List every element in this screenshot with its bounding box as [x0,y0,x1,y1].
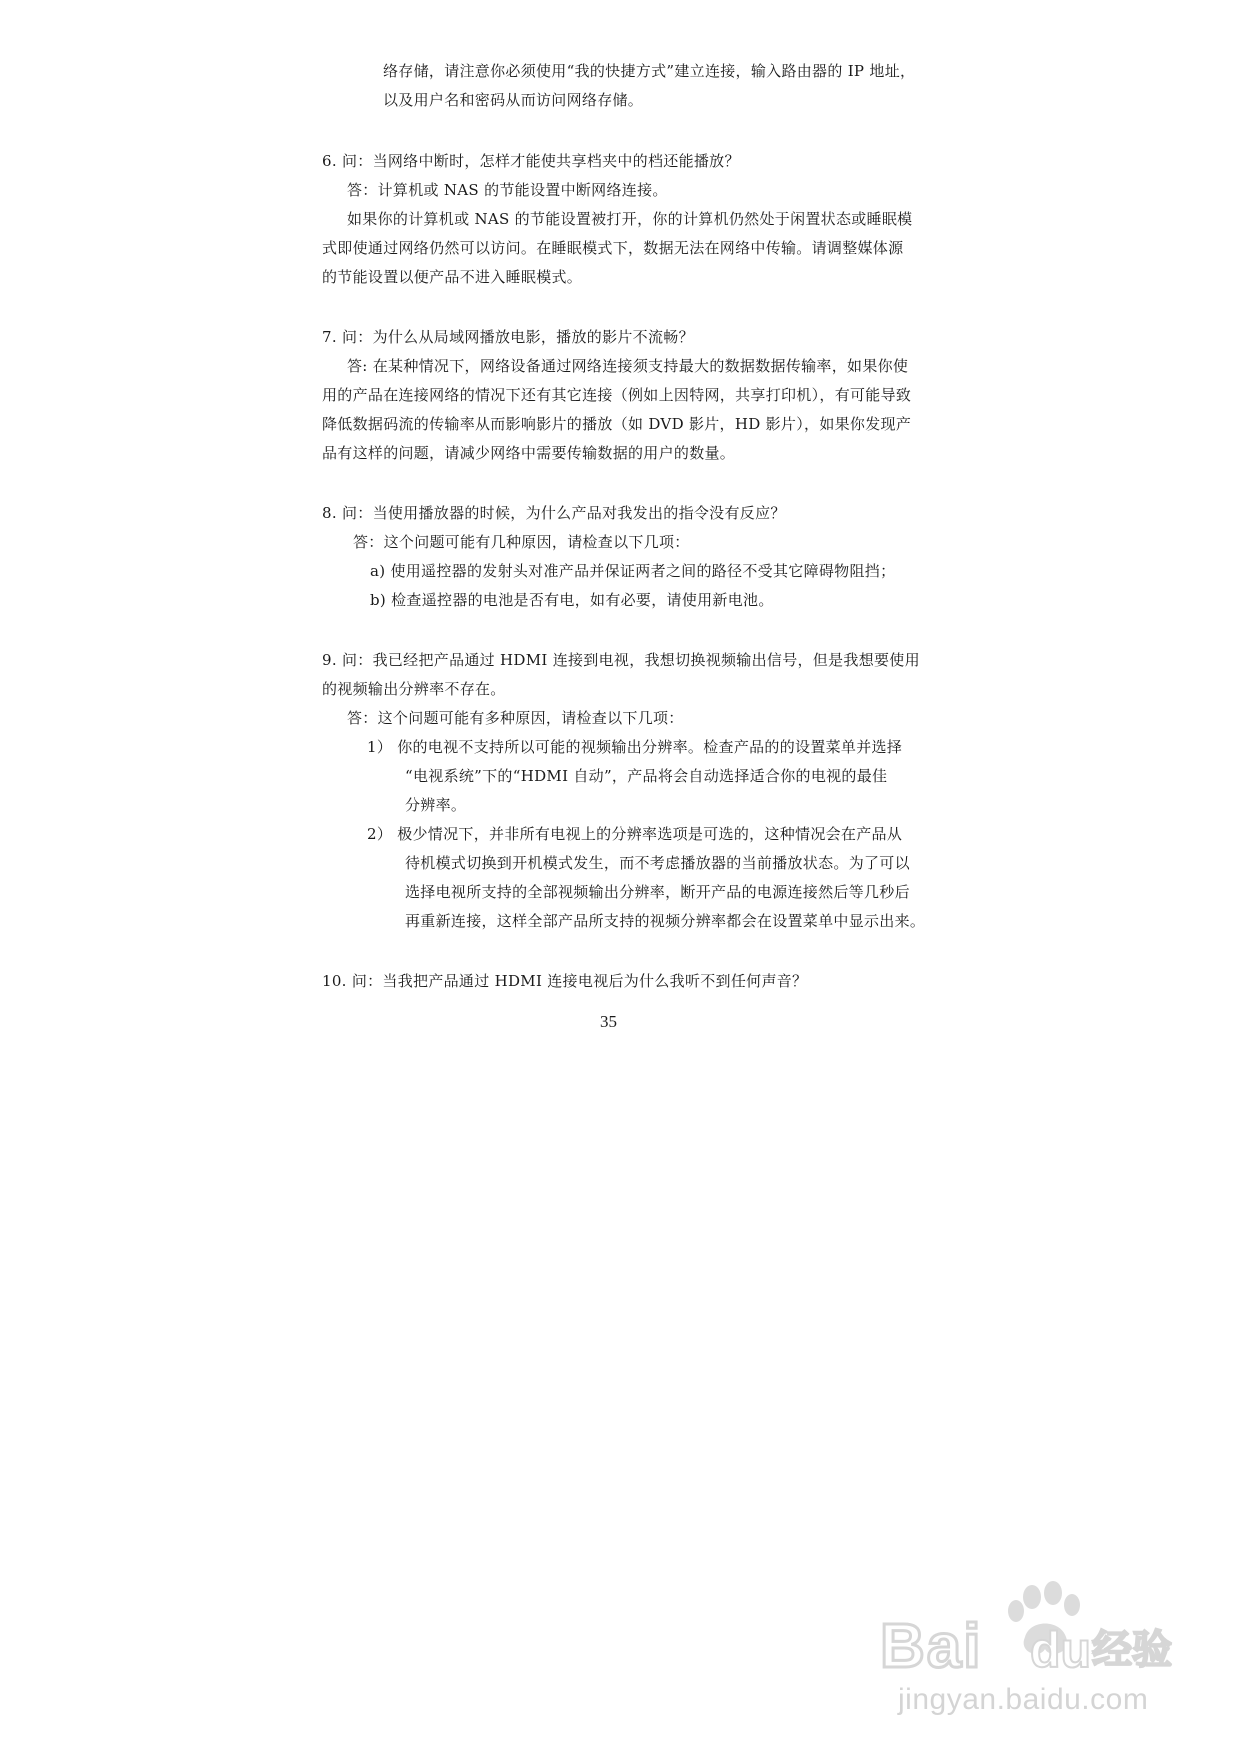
svg-text:经验: 经验 [1092,1627,1172,1673]
answer-9: 答：这个问题可能有多种原因，请检查以下几项： [347,709,684,727]
text-line-10: 用的产品在连接网络的情况下还有其它连接（例如上因特网，共享打印机），有可能导致 [322,386,912,404]
text-line-21: “电视系统”下的“HDMI 自动”，产品将会自动选择适合你的电视的最佳 [405,767,888,785]
question-7: 7. 问：为什么从局域网播放电影，播放的影片不流畅？ [322,328,694,346]
list-item-b: b) 检查遥控器的电池是否有电，如有必要，请使用新电池。 [370,591,774,609]
text-line-5: 如果你的计算机或 NAS 的节能设置被打开，你的计算机仍然处于闲置状态或睡眠模 [347,210,913,228]
text-line-24: 待机模式切换到开机模式发生，而不考虑播放器的当前播放状态。为了可以 [405,854,910,872]
answer-6: 答：计算机或 NAS 的节能设置中断网络连接。 [347,181,668,199]
text-line-2: 以及用户名和密码从而访问网络存储。 [383,91,644,109]
answer-8: 答：这个问题可能有几种原因，请检查以下几项： [353,533,690,551]
text-line-1: 络存储，请注意你必须使用“我的快捷方式”建立连接，输入路由器的 IP 地址， [383,62,916,80]
baidu-jingyan-watermark [880,1565,1180,1725]
text-line-12: 品有这样的问题，请减少网络中需要传输数据的用户的数量。 [322,444,736,462]
svg-text:Bai: Bai [880,1612,983,1681]
list-item-a: a) 使用遥控器的发射头对准产品并保证两者之间的路径不受其它障碍物阻挡； [370,562,896,580]
list-item-2: 2） 极少情况下，并非所有电视上的分辨率选项是可选的，这种情况会在产品从 [367,825,903,843]
page-number: 35 [600,1012,617,1031]
baidu-logo-icon [880,1575,1180,1685]
text-line-18: 的视频输出分辨率不存在。 [322,680,506,698]
text-line-26: 再重新连接，这样全部产品所支持的视频分辨率都会在设置菜单中显示出来。 [405,912,926,930]
question-10: 10. 问：当我把产品通过 HDMI 连接电视后为什么我听不到任何声音？ [322,972,808,990]
text-line-22: 分辨率。 [405,796,467,814]
question-9: 9. 问：我已经把产品通过 HDMI 连接到电视，我想切换视频输出信号，但是我想要使用 [322,651,920,669]
list-item-1: 1） 你的电视不支持所以可能的视频输出分辨率。检查产品的的设置菜单并选择 [367,738,903,756]
answer-7: 答: 在某种情况下，网络设备通过网络连接须支持最大的数据数据传输率，如果你使 [347,357,909,375]
question-8: 8. 问：当使用播放器的时候，为什么产品对我发出的指令没有反应？ [322,504,786,522]
text-line-25: 选择电视所支持的全部视频输出分辨率，断开产品的电源连接然后等几秒后 [405,883,910,901]
question-6: 6. 问：当网络中断时，怎样才能使共享档夹中的档还能播放？ [322,152,740,170]
text-line-7: 的节能设置以便产品不进入睡眠模式。 [322,268,583,286]
text-line-6: 式即使通过网络仍然可以访问。在睡眠模式下，数据无法在网络中传输。请调整媒体源 [322,239,904,257]
watermark-url: jingyan.baidu.com [898,1683,1149,1716]
svg-text:du: du [1030,1622,1092,1678]
text-line-11: 降低数据码流的传输率从而影响影片的播放（如 DVD 影片，HD 影片），如果你发现产 [322,415,912,433]
